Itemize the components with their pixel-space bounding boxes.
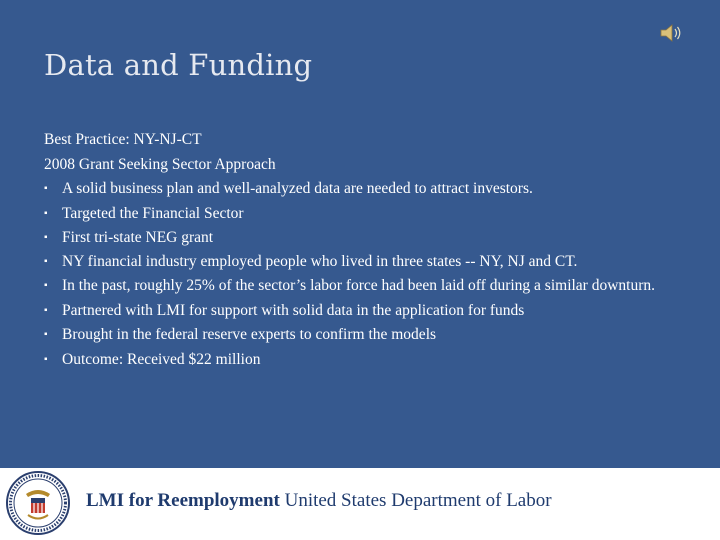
list-item-text: First tri-state NEG grant <box>62 229 214 246</box>
list-item <box>44 299 684 324</box>
list-item-text: Partnered with LMI for support with solid data in the application for funds <box>62 301 525 319</box>
bullet-marker: ▪ <box>44 183 48 194</box>
department-of-labor-seal-icon <box>4 470 72 536</box>
list-item-text: Targeted the Financial Sector <box>62 204 244 222</box>
bullet-marker: ▪ <box>44 329 48 340</box>
bullet-marker: ▪ <box>44 353 48 365</box>
list-item <box>44 251 684 273</box>
bullet-list <box>44 177 684 372</box>
body-line-approach: 2008 Grant Seeking Sector Approach <box>44 155 276 173</box>
list-item <box>44 177 684 202</box>
list-item <box>44 202 684 227</box>
footer-program-name: LMI for Reemployment <box>86 490 280 511</box>
bullet-marker: ▪ <box>44 232 48 243</box>
list-item-text: Brought in the federal reserve experts to confirm the models <box>62 326 437 343</box>
bullet-marker: ▪ <box>44 207 48 219</box>
list-item <box>44 323 684 348</box>
bullet-marker: ▪ <box>44 304 48 316</box>
slide-body <box>44 128 684 372</box>
slide-title: Data and Funding <box>44 48 313 82</box>
list-item-text: In the past, roughly 25% of the sector’s labor force had been laid off during a similar downturn. <box>62 276 656 294</box>
body-line-best-practice: Best Practice: NY-NJ-CT <box>44 131 202 148</box>
list-item <box>44 275 684 297</box>
bullet-marker: ▪ <box>44 255 48 267</box>
list-item <box>44 226 684 251</box>
bullet-marker: ▪ <box>44 279 48 291</box>
list-item <box>44 348 684 373</box>
list-item-text: NY financial industry employed people who lived in three states -- NY, NJ and CT. <box>62 252 578 270</box>
footer-department-name: United States Department of Labor <box>284 490 552 511</box>
list-item-text: Outcome: Received $22 million <box>62 350 261 368</box>
list-item-text: A solid business plan and well-analyzed data are needed to attract investors. <box>62 180 533 197</box>
speaker-icon[interactable] <box>658 20 684 46</box>
footer-caption <box>86 490 552 512</box>
